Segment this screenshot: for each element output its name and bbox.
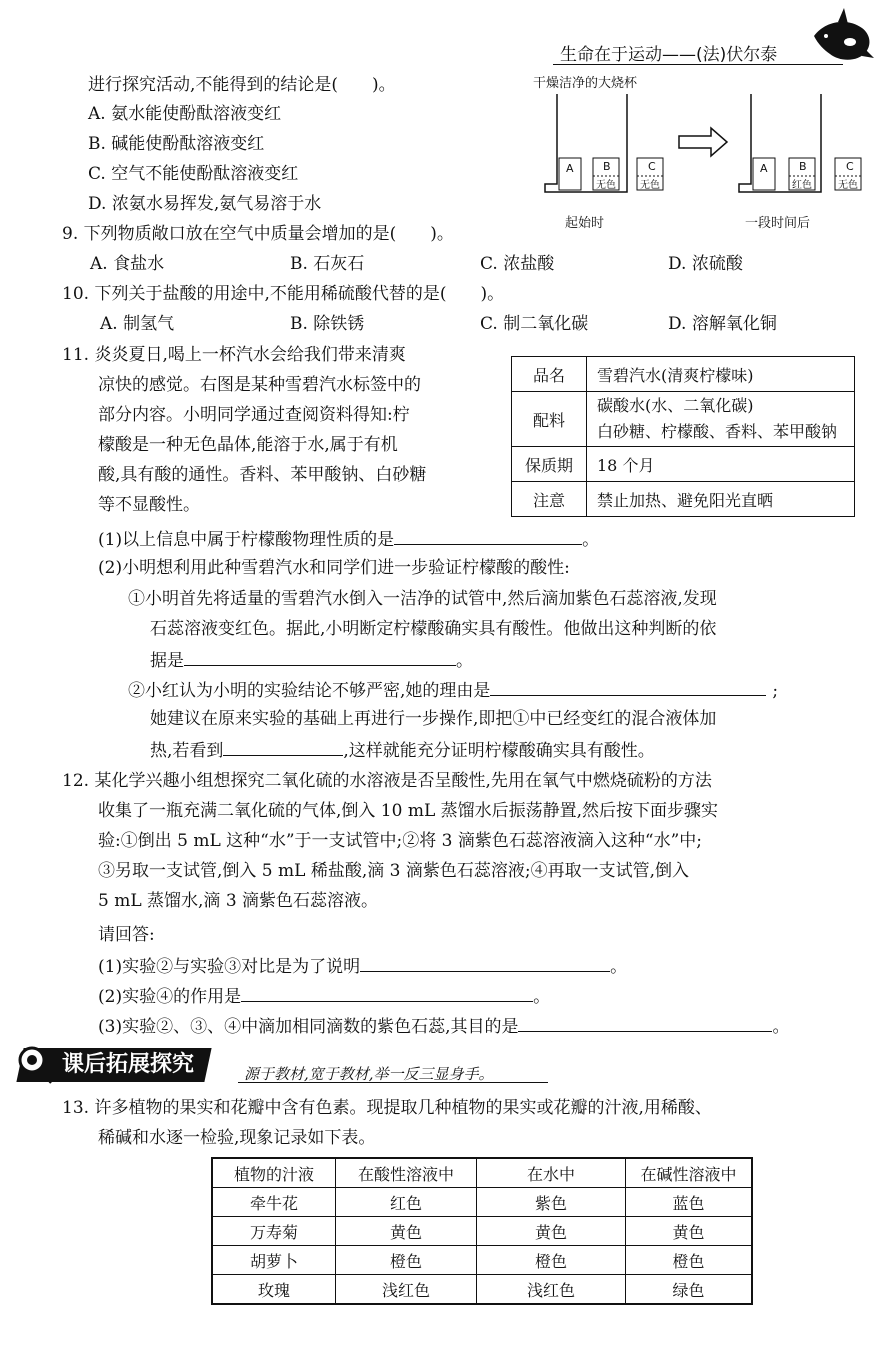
table-cell: 紫色 xyxy=(477,1188,626,1217)
table-row xyxy=(212,1275,752,1305)
q11-p2b-line-3 xyxy=(150,737,655,763)
label-value-line: 碳酸水(水、二氧化碳) xyxy=(597,396,754,415)
label-key: 品名 xyxy=(512,357,587,392)
section-subtitle: 源于教材,宽于教材,举一反三显身手。 xyxy=(244,1065,494,1083)
section-rule xyxy=(238,1082,548,1083)
q8-stem: 进行探究活动,不能得到的结论是( )。 xyxy=(88,75,396,95)
q9-stem: 9. 下列物质敞口放在空气中质量会增加的是( )。 xyxy=(62,224,454,244)
q12-line-2: 收集了一瓶充满二氧化硫的气体,倒入 10 mL 蒸馏水后振荡静置,然后按下面步骤实 xyxy=(98,801,719,821)
table-cell: 橙色 xyxy=(477,1246,626,1275)
table-cell: 黄色 xyxy=(477,1217,626,1246)
q12-p2-text: (2)实验④的作用是 xyxy=(98,987,242,1007)
header-rule xyxy=(553,64,843,65)
period: 。 xyxy=(772,1017,790,1037)
beaker-content-b-right: 红色 xyxy=(792,180,812,191)
table-cell: 橙色 xyxy=(336,1246,477,1275)
table-row xyxy=(212,1246,752,1275)
table-row xyxy=(212,1188,752,1217)
column-header: 植物的汁液 xyxy=(212,1158,336,1188)
label-row-ingredients xyxy=(512,392,855,447)
table-cell: 绿色 xyxy=(626,1275,753,1305)
label-row-name xyxy=(512,357,855,392)
q8-option-b: B. 碱能使酚酞溶液变红 xyxy=(88,134,265,154)
label-key: 保质期 xyxy=(512,447,587,482)
beaker-label-a-right: A xyxy=(760,162,768,175)
beaker-label-c-right: C xyxy=(846,160,854,173)
q10-option-a: A. 制氢气 xyxy=(100,314,175,334)
label-key: 注意 xyxy=(512,482,587,517)
experiment-figure xyxy=(535,88,875,208)
q11-line-3: 部分内容。小明同学通过查阅资料得知:柠 xyxy=(98,405,410,425)
magnifier-icon xyxy=(12,1042,56,1086)
q11-part-1 xyxy=(98,526,599,552)
q11-line-6: 等不显酸性。 xyxy=(98,495,200,515)
soda-label-table xyxy=(511,356,855,517)
answer-blank[interactable] xyxy=(518,1013,772,1032)
column-header: 在酸性溶液中 xyxy=(336,1158,477,1188)
column-header: 在碱性溶液中 xyxy=(626,1158,753,1188)
table-row xyxy=(212,1217,752,1246)
q11-p2b-line-2: 她建议在原来实验的基础上再进行一步操作,即把①中已经变红的混合液体加 xyxy=(150,709,717,729)
orca-logo-icon xyxy=(810,6,876,68)
table-cell: 牵牛花 xyxy=(212,1188,336,1217)
figure-caption-left: 起始时 xyxy=(565,216,605,231)
table-header-row xyxy=(212,1158,752,1188)
table-cell: 蓝色 xyxy=(626,1188,753,1217)
q12-p3-text: (3)实验②、③、④中滴加相同滴数的紫色石蕊,其目的是 xyxy=(98,1017,519,1037)
label-value: 雪碧汽水(清爽柠檬味) xyxy=(587,357,855,392)
q12-part-1 xyxy=(98,953,627,979)
beaker-label-b-right: B xyxy=(799,160,807,173)
q10-option-c: C. 制二氧化碳 xyxy=(480,314,589,334)
table-cell: 黄色 xyxy=(336,1217,477,1246)
answer-blank[interactable] xyxy=(360,953,610,972)
q8-option-c: C. 空气不能使酚酞溶液变红 xyxy=(88,164,299,184)
q11-p2b-text: ,这样就能充分证明柠檬酸确实具有酸性。 xyxy=(343,741,655,761)
q9-option-b: B. 石灰石 xyxy=(290,254,365,274)
table-cell: 玫瑰 xyxy=(212,1275,336,1305)
q11-part-2: (2)小明想利用此种雪碧汽水和同学们进一步验证柠檬酸的酸性: xyxy=(98,558,570,578)
q8-option-d: D. 浓氨水易挥发,氨气易溶于水 xyxy=(88,194,322,214)
q11-p2a-text: 据是 xyxy=(150,651,184,671)
label-row-shelf-life xyxy=(512,447,855,482)
plant-pigment-table xyxy=(211,1157,753,1305)
label-value xyxy=(587,392,855,447)
q11-p1-text: (1)以上信息中属于柠檬酸物理性质的是 xyxy=(98,530,395,550)
figure-caption-right: 一段时间后 xyxy=(745,216,811,231)
beaker-label-b-left: B xyxy=(603,160,611,173)
answer-blank[interactable] xyxy=(184,647,456,666)
answer-blank[interactable] xyxy=(241,983,533,1002)
q11-line-5: 酸,具有酸的通性。香料、苯甲酸钠、白砂糖 xyxy=(98,465,427,485)
label-value-line: 白砂糖、柠檬酸、香料、苯甲酸钠 xyxy=(597,422,838,441)
q11-p2a-line-3 xyxy=(150,647,473,673)
q13-line-1: 13. 许多植物的果实和花瓣中含有色素。现提取几种植物的果实或花瓣的汁液,用稀酸、 xyxy=(62,1098,712,1118)
period: 。 xyxy=(610,957,628,977)
answer-blank[interactable] xyxy=(490,677,766,696)
q12-part-3 xyxy=(98,1013,789,1039)
period: 。 xyxy=(456,651,473,671)
beaker-label-a-left: A xyxy=(566,162,574,175)
answer-blank[interactable] xyxy=(223,737,343,756)
figure-top-label: 干燥洁净的大烧杯 xyxy=(533,76,638,91)
table-cell: 万寿菊 xyxy=(212,1217,336,1246)
table-cell: 红色 xyxy=(336,1188,477,1217)
q12-line-1: 12. 某化学兴趣小组想探究二氧化硫的水溶液是否呈酸性,先用在氧气中燃烧硫粉的方法 xyxy=(62,771,712,791)
column-header: 在水中 xyxy=(477,1158,626,1188)
q11-line-4: 檬酸是一种无色晶体,能溶于水,属于有机 xyxy=(98,435,398,455)
beaker-content-c-right: 无色 xyxy=(838,180,858,191)
q11-p2a-line-1: ①小明首先将适量的雪碧汽水倒入一洁净的试管中,然后滴加紫色石蕊溶液,发现 xyxy=(128,589,717,609)
q11-line-1: 11. 炎炎夏日,喝上一杯汽水会给我们带来清爽 xyxy=(62,345,406,365)
label-value: 18 个月 xyxy=(587,447,855,482)
table-cell: 浅红色 xyxy=(336,1275,477,1305)
table-cell: 胡萝卜 xyxy=(212,1246,336,1275)
period: 。 xyxy=(533,987,551,1007)
beaker-label-c-left: C xyxy=(648,160,656,173)
label-key: 配料 xyxy=(512,392,587,447)
q10-option-b: B. 除铁锈 xyxy=(290,314,365,334)
label-value: 禁止加热、避免阳光直晒 xyxy=(587,482,855,517)
period: 。 xyxy=(582,530,600,550)
q13-line-2: 稀碱和水逐一检验,现象记录如下表。 xyxy=(98,1128,376,1148)
table-cell: 橙色 xyxy=(626,1246,753,1275)
q12-ask: 请回答: xyxy=(98,925,155,945)
q9-option-c: C. 浓盐酸 xyxy=(480,254,555,274)
q11-p2a-line-2: 石蕊溶液变红色。据此,小明断定柠檬酸确实具有酸性。他做出这种判断的依 xyxy=(150,619,717,639)
table-cell: 浅红色 xyxy=(477,1275,626,1305)
q11-p2b-line-1 xyxy=(128,677,778,703)
q10-option-d: D. 溶解氧化铜 xyxy=(668,314,777,334)
q12-p1-text: (1)实验②与实验③对比是为了说明 xyxy=(98,957,361,977)
q12-line-5: 5 mL 蒸馏水,滴 3 滴紫色石蕊溶液。 xyxy=(98,891,379,911)
q9-option-d: D. 浓硫酸 xyxy=(668,254,743,274)
table-cell: 黄色 xyxy=(626,1217,753,1246)
q11-p2b-text: ②小红认为小明的实验结论不够严密,她的理由是 xyxy=(128,681,491,701)
q8-option-a: A. 氨水能使酚酞溶液变红 xyxy=(88,104,282,124)
beaker-content-b-left: 无色 xyxy=(596,180,616,191)
answer-blank[interactable] xyxy=(394,526,582,545)
q12-line-4: ③另取一支试管,倒入 5 mL 稀盐酸,滴 3 滴紫色石蕊溶液;④再取一支试管,倒入 xyxy=(98,861,689,881)
section-title: 课后拓展探究 xyxy=(62,1052,195,1077)
semicolon: ; xyxy=(772,681,779,701)
header-quote: 生命在于运动——(法)伏尔泰 xyxy=(560,45,778,65)
q12-line-3: 验:①倒出 5 mL 这种“水”于一支试管中;②将 3 滴紫色石蕊溶液滴入这种“水”中; xyxy=(98,831,703,851)
q10-stem: 10. 下列关于盐酸的用途中,不能用稀硫酸代替的是( )。 xyxy=(62,284,505,304)
q12-part-2 xyxy=(98,983,550,1009)
beaker-content-c-left: 无色 xyxy=(640,180,660,191)
q11-line-2: 凉快的感觉。右图是某种雪碧汽水标签中的 xyxy=(98,375,421,395)
q11-p2b-text: 热,若看到 xyxy=(150,741,224,761)
label-row-notice xyxy=(512,482,855,517)
q9-option-a: A. 食盐水 xyxy=(90,254,165,274)
